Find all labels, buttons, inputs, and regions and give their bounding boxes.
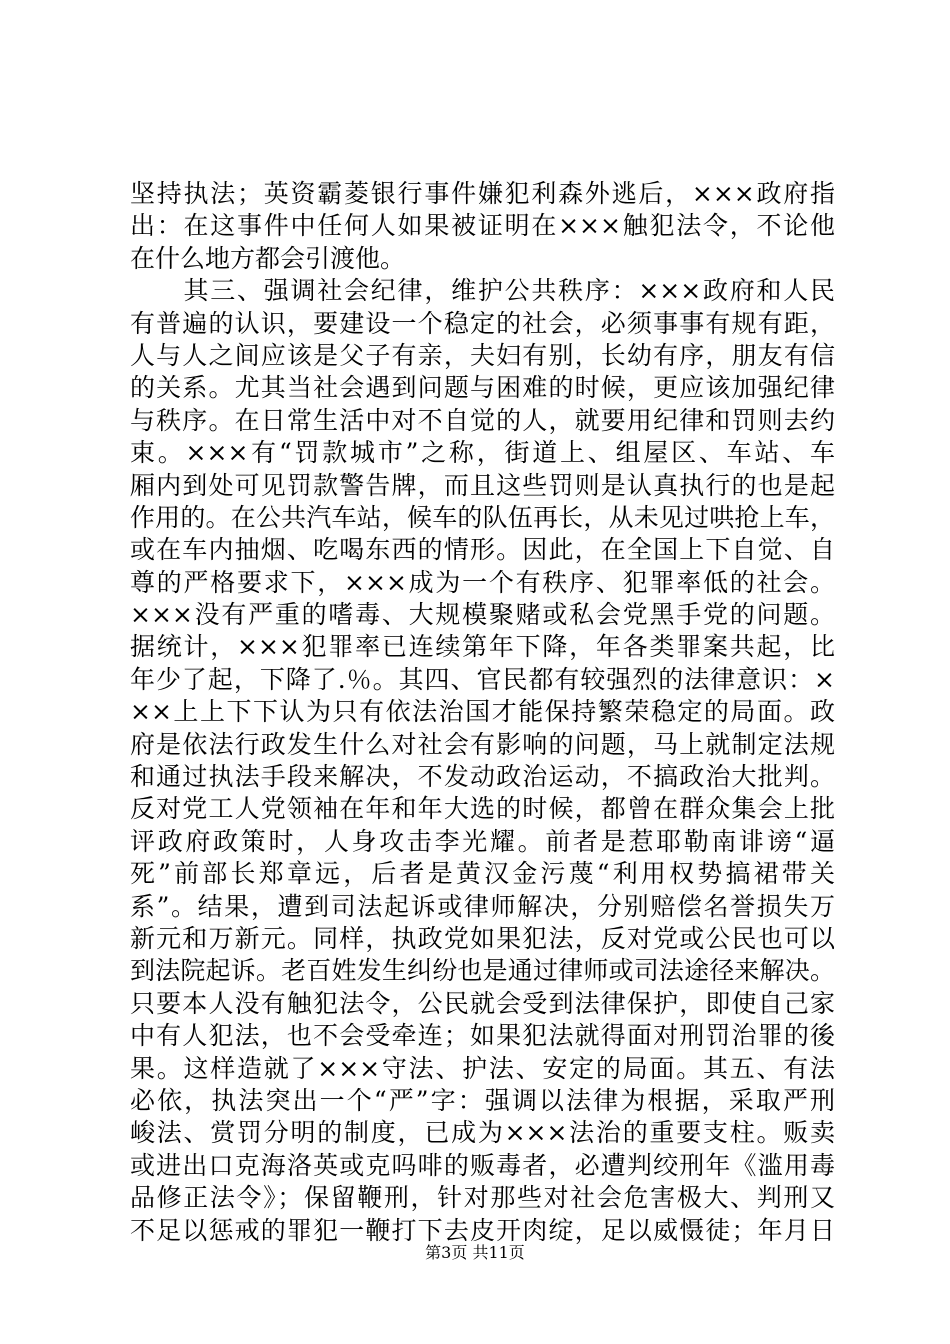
text-line: 新元和万新元。同样，执政党如果犯法，反对党或公民也可以 — [130, 923, 835, 953]
text-line: 据统计，×××犯罪率已连续第年下降，年各类罪案共起，比 — [130, 632, 835, 662]
text-line: 反对党工人党领袖在年和年大选的时候，都曾在群众集会上批 — [130, 794, 835, 824]
text-line: ×××没有严重的嗜毒、大规模聚赌或私会党黑手党的问题。 — [130, 600, 835, 630]
text-line: 果。这样造就了×××守法、护法、安定的局面。其五、有法 — [130, 1053, 835, 1083]
text-line: 尊的严格要求下，×××成为一个有秩序、犯罪率低的社会。 — [130, 567, 835, 597]
text-line: 的关系。尤其当社会遇到问题与困难的时候，更应该加强纪律 — [130, 373, 835, 403]
text-line: 或在车内抽烟、吃喝东西的情形。因此，在全国上下自觉、自 — [130, 535, 835, 565]
text-line: 作用的。在公共汽车站，候车的队伍再长，从未见过哄抢上车， — [130, 502, 835, 532]
text-line: 峻法、赏罚分明的制度，已成为×××法治的重要支柱。贩卖 — [130, 1118, 835, 1148]
text-line: ××上上下下认为只有依法治国才能保持繁荣稳定的局面。政 — [130, 697, 835, 727]
text-line: 只要本人没有触犯法令，公民就会受到法律保护，即使自己家 — [130, 988, 835, 1018]
text-line: 年少了起，下降了.％。其四、官民都有较强烈的法律意识：× — [130, 664, 835, 694]
page-number-footer: 第3页 共11页 — [425, 1243, 525, 1262]
text-line: 不足以惩戒的罪犯一鞭打下去皮开肉绽，足以威慑徒；年月日 — [130, 1215, 835, 1245]
text-line: 厢内到处可见罚款警告牌，而且这些罚则是认真执行的也是起 — [130, 470, 835, 500]
text-line: 束。×××有“罚款城市”之称，街道上、组屋区、车站、车 — [130, 438, 835, 468]
text-line: 系”。结果，遭到司法起诉或律师解决，分别赔偿名誉损失万 — [130, 891, 835, 921]
text-line: 人与人之间应该是父子有亲，夫妇有别，长幼有序，朋友有信 — [130, 340, 835, 370]
text-line: 到法院起诉。老百姓发生纠纷也是通过律师或司法途径来解决。 — [130, 956, 835, 986]
text-line: 与秩序。在日常生活中对不自觉的人，就要用纪律和罚则去约 — [130, 405, 835, 435]
text-line: 中有人犯法，也不会受牵连；如果犯法就得面对刑罚治罪的後 — [130, 1021, 835, 1051]
text-line: 必依，执法突出一个“严”字：强调以法律为根据，采取严刑 — [130, 1085, 835, 1115]
text-line: 或进出口克海洛英或克吗啡的贩毒者，必遭判绞刑年《滥用毒 — [130, 1150, 835, 1180]
text-line: 其三、强调社会纪律，维护公共秩序：×××政府和人民 — [130, 276, 835, 306]
text-line: 坚持执法；英资霸菱银行事件嫌犯利森外逃后，×××政府指 — [130, 179, 835, 208]
text-line: 在什么地方都会引渡他。 — [130, 243, 406, 273]
text-line: 评政府政策时，人身攻击李光耀。前者是惹耶勒南诽谤“逼 — [130, 826, 835, 856]
text-line: 出：在这事件中任何人如果被证明在×××触犯法令，不论他 — [130, 211, 835, 241]
text-line: 死”前部长郑章远，后者是黄汉金污蔑“利用权势搞裙带关 — [130, 859, 835, 889]
text-line: 府是依法行政发生什么对社会有影响的问题，马上就制定法规 — [130, 729, 835, 759]
text-line: 有普遍的认识，要建设一个稳定的社会，必须事事有规有距， — [130, 308, 835, 338]
body-text — [130, 178, 835, 1247]
text-line: 品修正法令》；保留鞭刑，针对那些对社会危害极大、判刑又 — [130, 1183, 835, 1213]
text-line: 和通过执法手段来解决，不发动政治运动，不搞政治大批判。 — [130, 762, 835, 792]
